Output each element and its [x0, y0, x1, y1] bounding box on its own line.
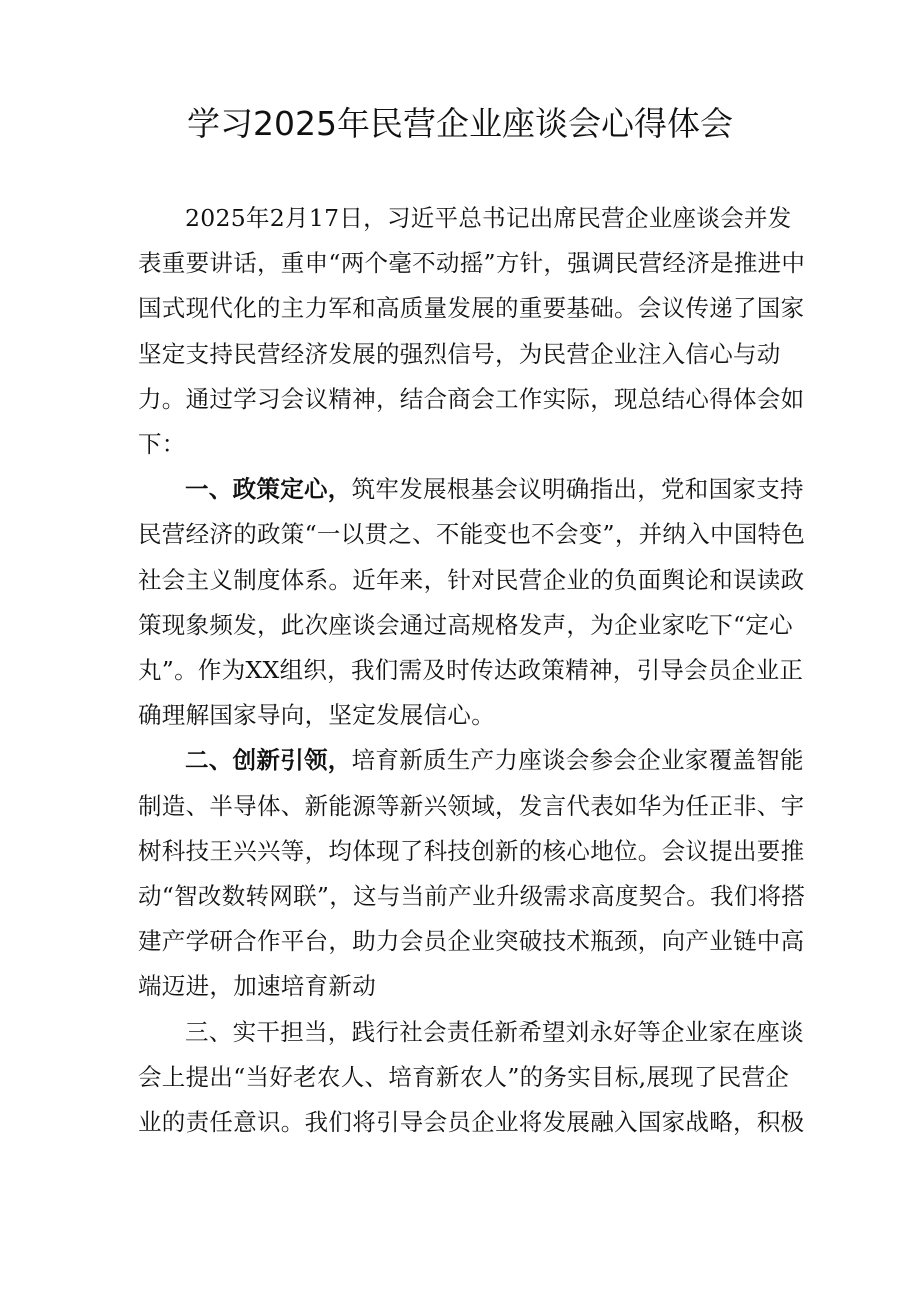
section-heading: 一、政策定心，: [185, 475, 352, 504]
paragraph-section-3: [138, 1010, 808, 1146]
document-body: [138, 196, 808, 1145]
paragraph-intro: [138, 196, 808, 467]
paragraph-section-2: [138, 738, 808, 1009]
paragraph-text: 三、实干担当，践行社会责任新希望刘永好等企业家在座谈会上提出“当好老农人、培育新农人”的务实目标,展现了民营企业的责任意识。我们将引导会员企业将发展融入国家战略，积极: [138, 1017, 805, 1137]
paragraph-text: 培育新质生产力座谈会参会企业家覆盖智能制造、半导体、新能源等新兴领域，发言代表如华为任正非、宇树科技王兴兴等，均体现了科技创新的核心地位。会议提出要推动“智改数转网联”，这与当前产业升级需求高度契合。我们将搭建产学研合作平台，助力会员企业突破技术瓶颈，向产业链中高端迈进，加速培育新动: [138, 746, 806, 1001]
paragraph-text: 2025年2月17日，习近平总书记出席民营企业座谈会并发表重要讲话，重申“两个毫不动摇”方针，强调民营经济是推进中国式现代化的主力军和高质量发展的重要基础。会议传递了国家坚定支持民营经济发展的强烈信号，为民营企业注入信心与动力。通过学习会议精神，结合商会工作实际，现总结心得体会如下：: [138, 204, 806, 459]
document-title: 学习2025年民营企业座谈会心得体会: [187, 104, 733, 143]
paragraph-text: 筑牢发展根基会议明确指出，党和国家支持民营经济的政策“一以贯之、不能变也不会变”，并纳入中国特色社会主义制度体系。近年来，针对民营企业的负面舆论和误读政策现象频发，此次座谈会通过高规格发声，为企业家吃下“定心丸”。作为XX组织，我们需及时传达政策精神，引导会员企业正确理解国家导向，坚定发展信心。: [138, 475, 806, 730]
section-heading: 二、创新引领，: [185, 746, 352, 775]
paragraph-section-1: [138, 467, 808, 738]
